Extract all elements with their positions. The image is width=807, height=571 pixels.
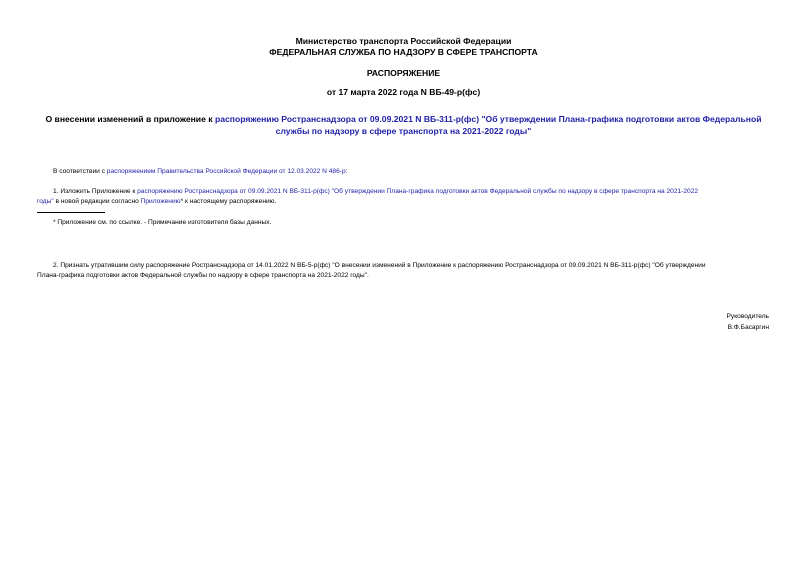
preamble-link[interactable]: распоряжением Правительства Российской Федерации от 12.03.2022 N 486-р: [106, 168, 346, 175]
item1-prefix: 1. Изложить Приложение к: [53, 188, 138, 195]
title-prefix: О внесении изменений в приложение к: [45, 114, 215, 124]
document-type: РАСПОРЯЖЕНИЕ: [366, 68, 441, 78]
service-name: ФЕДЕРАЛЬНАЯ СЛУЖБА ПО НАДЗОРУ В СФЕРЕ ТРАНСПОРТА: [269, 47, 538, 57]
footnote-divider: [37, 212, 105, 213]
item1-link-part1[interactable]: распоряжению Ространснадзора от 09.09.2021 N ВБ-311-р(фс) "Об утверждении Плана-графика подготовки актов Федеральной службы по надзору в сфере транспорта на 2021-2022: [137, 188, 699, 195]
footnote: * Приложение см. по ссылке. - Примечание изготовителя базы данных.: [53, 219, 272, 226]
item1-middle: в новой редакции согласно: [53, 198, 141, 205]
signature-position: Руководитель: [726, 313, 769, 320]
title-link[interactable]: распоряжению Ространснадзора от 09.09.2021 N ВБ-311-р(фс) "Об утверждении Плана-графика подготовки актов Федеральной службы по надзору в сфере транспорта на 2021-2022 годы": [214, 114, 762, 136]
item2-line2: Плана-графика подготовки актов Федеральной службы по надзору в сфере транспорта на 2021-2022 годы".: [37, 272, 369, 279]
ministry-name: Министерство транспорта Российской Федерации: [295, 36, 512, 46]
item1-line1: [53, 187, 698, 197]
document-title: [40, 113, 767, 137]
signature-name: В.Ф.Басаргин: [727, 324, 769, 331]
item1-suffix: * к настоящему распоряжению.: [180, 198, 277, 205]
item1-link-part2[interactable]: годы": [37, 198, 54, 205]
preamble-suffix: :: [345, 168, 348, 175]
appendix-link[interactable]: Приложению: [140, 198, 181, 205]
preamble-prefix: В соответствии с: [53, 168, 107, 175]
preamble: [53, 167, 347, 177]
item2-line1: 2. Признать утратившим силу распоряжение Ространснадзора от 14.01.2022 N ВБ-5-р(фс) "О внесении изменений в Приложение к распоряжению Ространснадзора от 09.09.2021 N ВБ-311-р(фс) "Об утверждении: [53, 262, 706, 269]
item1-line2: [37, 197, 276, 207]
document-date-number: от 17 марта 2022 года N ВБ-49-р(фс): [326, 87, 481, 97]
